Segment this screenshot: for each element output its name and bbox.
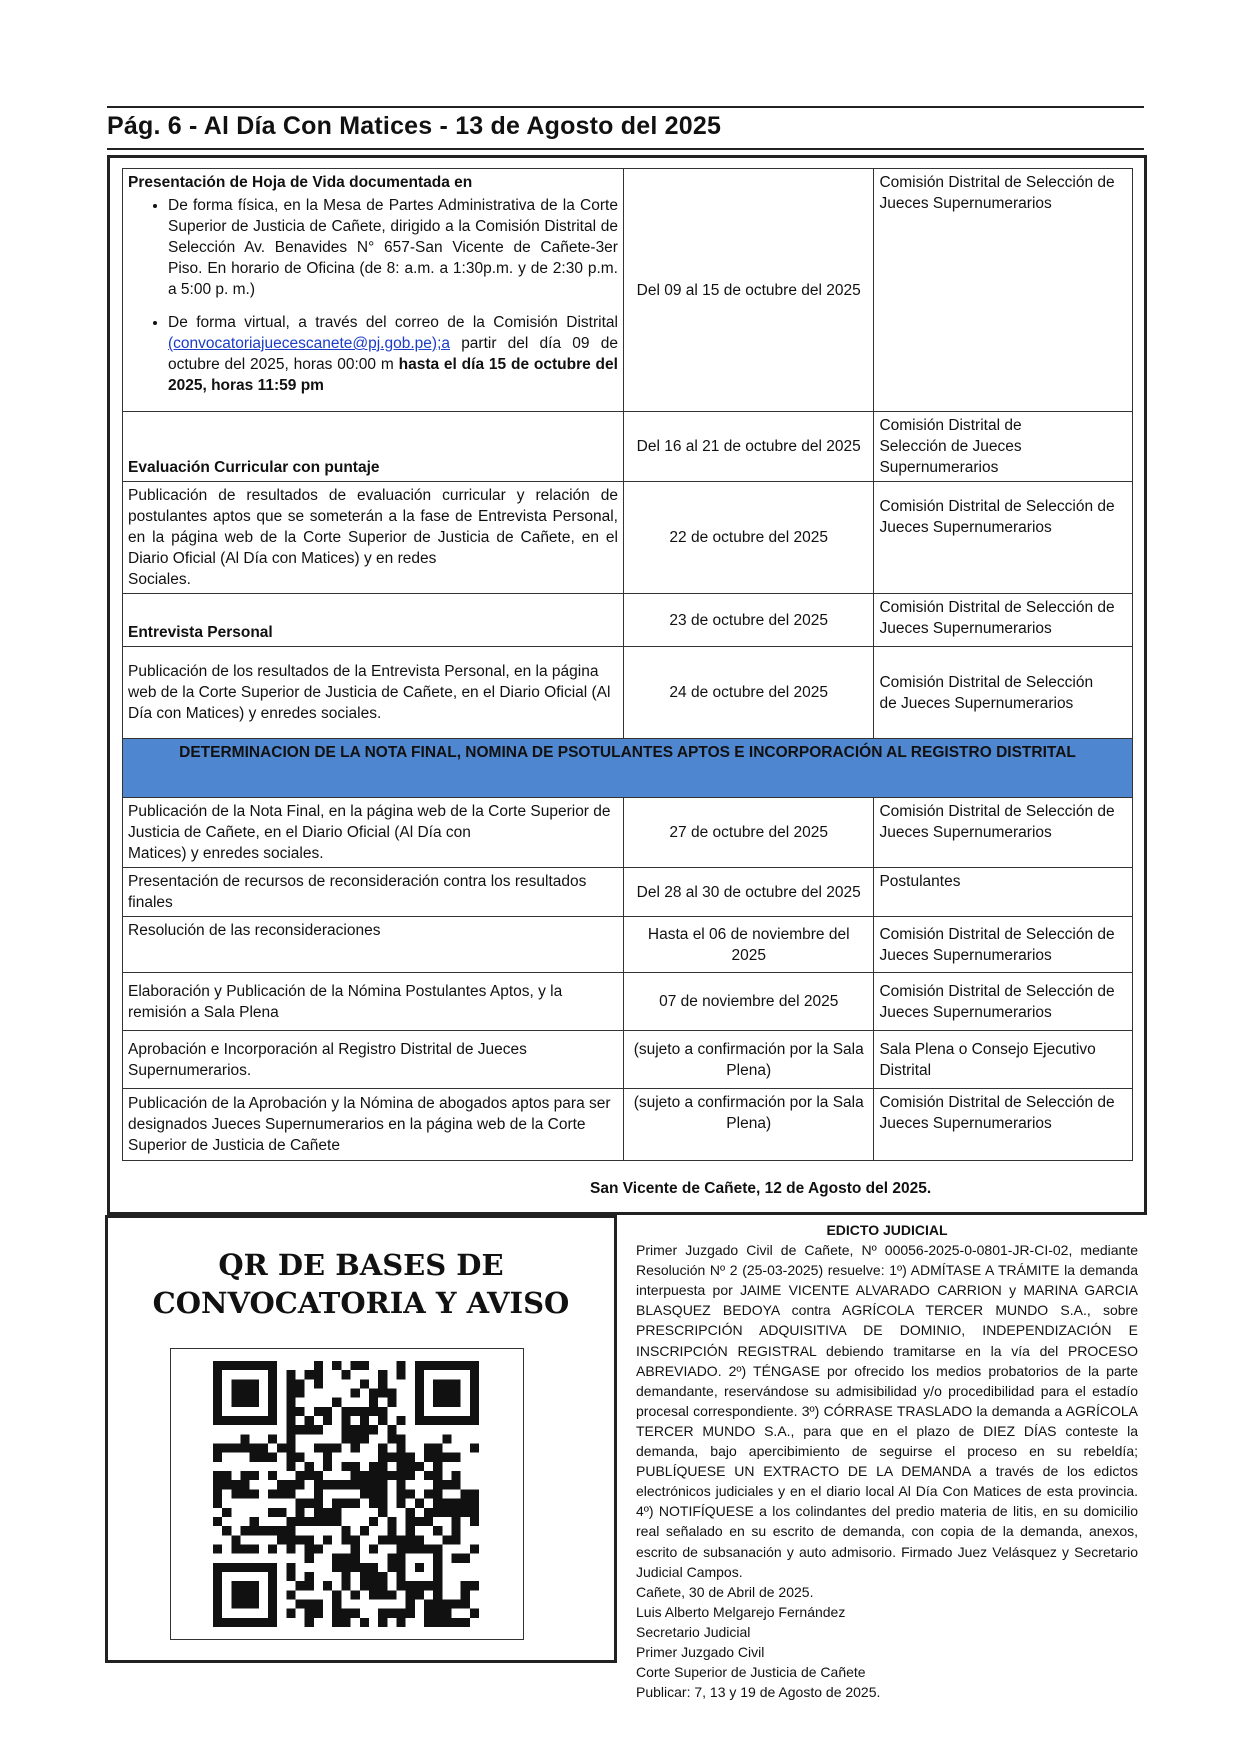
qr-title: QR DE BASES DE CONVOCATORIA Y AVISO: [152, 1248, 570, 1320]
activity-cell: [123, 169, 624, 412]
date-cell: Del 28 al 30 de octubre del 2025: [623, 868, 873, 917]
responsible-cell: Comisión Distrital de Selección de Jueces Supernumerarios: [874, 647, 1133, 739]
section-band-row: [123, 739, 1133, 798]
activity-cell: Aprobación e Incorporación al Registro Distrital de Jueces Supernumerarios.: [123, 1031, 624, 1089]
email-link[interactable]: (convocatoriajuecescanete@pj.gob.pe);a: [168, 335, 450, 352]
activity-cell: Publicación de los resultados de la Entrevista Personal, en la página web de la Corte Superior de Justicia de Cañete, en el Diario Oficial (Al Día con Matices) y enredes sociales.: [123, 647, 624, 739]
date-cell: (sujeto a confirmación por la Sala Plena): [623, 1089, 873, 1161]
table-row: [123, 1031, 1133, 1089]
activity-cell: Entrevista Personal: [123, 594, 624, 647]
row-heading: Presentación de Hoja de Vida documentada en: [128, 174, 473, 191]
responsible-cell: Postulantes: [874, 868, 1133, 917]
edicto-signature: Cañete, 30 de Abril de 2025. Luis Alberto Melgarejo Fernández Secretario Judicial Primer Juzgado Civil Corte Superior de Justicia de Cañete Publicar: 7, 13 y 19 de Agosto de 2025.: [636, 1583, 881, 1701]
responsible-cell: Comisión Distrital de Selección de Jueces Supernumerarios: [874, 798, 1133, 868]
schedule-box: [107, 155, 1147, 1215]
activity-cell: Publicación de resultados de evaluación curricular y relación de postulantes aptos que se someterán a la fase de Entrevista Personal, en la página web de la Corte Superior de Justicia de Cañete, en el Diario Oficial (Al Día con Matices) y en redes Sociales.: [123, 482, 624, 594]
qr-code-icon[interactable]: [211, 1361, 481, 1627]
responsible-cell: Comisión Distrital de Selección de Jueces Supernumerarios: [874, 1089, 1133, 1161]
date-cell: 24 de octubre del 2025: [623, 647, 873, 739]
table-row: [123, 1089, 1133, 1161]
edicto-title: EDICTO JUDICIAL: [826, 1222, 948, 1238]
list-item: • De forma virtual, a través del correo de la Comisión Distrital (convocatoriajuecescanete@pj.gob.pe);a partir del día 09 de octubre del 2025, horas 00:00 m hasta el día 15 de octubre del 2025, horas 11:59 pm: [168, 312, 618, 396]
table-row: [123, 482, 1133, 594]
date-cell: (sujeto a confirmación por la Sala Plena): [623, 1031, 873, 1089]
table-row: [123, 798, 1133, 868]
qr-box: [105, 1215, 617, 1663]
edicto-body: Primer Juzgado Civil de Cañete, Nº 00056-2025-0-0801-JR-CI-02, mediante Resolución Nº 2 (25-03-2025) resuelve: 1º) ADMÍTASE A TRÁMITE la demanda interpuesta por JAIME VICENTE ALVARADO CARRION y MARINA GARCIA BLASQUEZ BEDOYA contra AGRÍCOLA TERCER MUNDO S.A., sobre PRESCRIPCIÓN ADQUISITIVA DE DOMINIO, INDEPENDIZACIÓN E INSCRIPCIÓN REGISTRAL debiendo tramitarse en la vía del PROCESO ABREVIADO. 2º) TÉNGASE por ofrecido los medios probatorios de la parte demandante, reservándose su admisibilidad y/o procedibilidad para el estadío procesal correspondiente. 3º) CÓRRASE TRASLADO la demanda a AGRÍCOLA TERCER MUNDO S.A., para que en el plazo de DIEZ DÍAS conteste la demanda, bajo apercibimiento de seguirse el proceso en su rebeldía; PUBLÍQUESE UN EXTRACTO DE LA DEMANDA a través de los edictos electrónicos judiciales y en el diario local Al Día Con Matices de esta provincia. 4º) NOTIFÍQUESE a los colindantes del predio materia de litis, en su domicilio real señalado en su escrito de demanda, con copia de la demanda, anexos, escrito de subsanación y auto admisorio. Firmado Juez Velásquez y Secretario Judicial Campos.: [636, 1242, 1138, 1580]
responsible-cell: Comisión Distrital de Selección de Jueces Supernumerarios: [874, 169, 1133, 412]
date-cell: Del 09 al 15 de octubre del 2025: [623, 169, 873, 412]
edicto-judicial: [636, 1220, 1138, 1702]
activity-cell: Publicación de la Aprobación y la Nómina de abogados aptos para ser designados Jueces Supernumerarios en la página web de la Corte Superior de Justicia de Cañete: [123, 1089, 624, 1161]
table-row: [123, 169, 1133, 412]
qr-frame: [170, 1348, 524, 1640]
list-item: • De forma física, en la Mesa de Partes Administrativa de la Corte Superior de Justicia de Cañete, dirigido a la Comisión Distrital de Selección Av. Benavides N° 657-San Vicente de Cañete-3er Piso. En horario de Oficina (de 8: a.m. a 1:30p.m. y de 2:30 p.m. a 5:00 p. m.): [168, 195, 618, 300]
responsible-cell: Comisión Distrital de Selección de Jueces Supernumerarios: [874, 482, 1133, 594]
date-cell: 23 de octubre del 2025: [623, 594, 873, 647]
table-row: [123, 594, 1133, 647]
table-row: [123, 647, 1133, 739]
responsible-cell: Comisión Distrital de Selección de Jueces Supernumerarios: [874, 917, 1133, 973]
activity-cell: Publicación de la Nota Final, en la página web de la Corte Superior de Justicia de Cañete, en el Diario Oficial (Al Día con Matices) y enredes sociales.: [123, 798, 624, 868]
table-row: [123, 868, 1133, 917]
responsible-cell: Comisión Distrital de Selección de Jueces Supernumerarios: [874, 973, 1133, 1031]
activity-cell: Elaboración y Publicación de la Nómina Postulantes Aptos, y la remisión a Sala Plena: [123, 973, 624, 1031]
date-cell: 07 de noviembre del 2025: [623, 973, 873, 1031]
responsible-cell: Sala Plena o Consejo Ejecutivo Distrital: [874, 1031, 1133, 1089]
date-cell: 22 de octubre del 2025: [623, 482, 873, 594]
date-cell: Del 16 al 21 de octubre del 2025: [623, 412, 873, 482]
page-header: [107, 106, 1144, 150]
table-row: [123, 412, 1133, 482]
activity-cell: Evaluación Curricular con puntaje: [123, 412, 624, 482]
signed-place-date: San Vicente de Cañete, 12 de Agosto del 2025.: [590, 1180, 932, 1197]
date-cell: 27 de octubre del 2025: [623, 798, 873, 868]
activity-cell: Presentación de recursos de reconsideración contra los resultados finales: [123, 868, 624, 917]
responsible-cell: Comisión Distrital de Selección de Jueces Supernumerarios: [874, 412, 1133, 482]
page-title: Pág. 6 - Al Día Con Matices - 13 de Agosto del 2025: [107, 112, 722, 140]
schedule-table: [122, 168, 1133, 1161]
date-cell: Hasta el 06 de noviembre del 2025: [623, 917, 873, 973]
table-row: [123, 917, 1133, 973]
responsible-cell: Comisión Distrital de Selección de Jueces Supernumerarios: [874, 594, 1133, 647]
table-row: [123, 973, 1133, 1031]
activity-cell: Resolución de las reconsideraciones: [123, 917, 624, 973]
section-band: DETERMINACION DE LA NOTA FINAL, NOMINA DE PSOTULANTES APTOS E INCORPORACIÓN AL REGISTRO DISTRITAL: [123, 739, 1133, 798]
